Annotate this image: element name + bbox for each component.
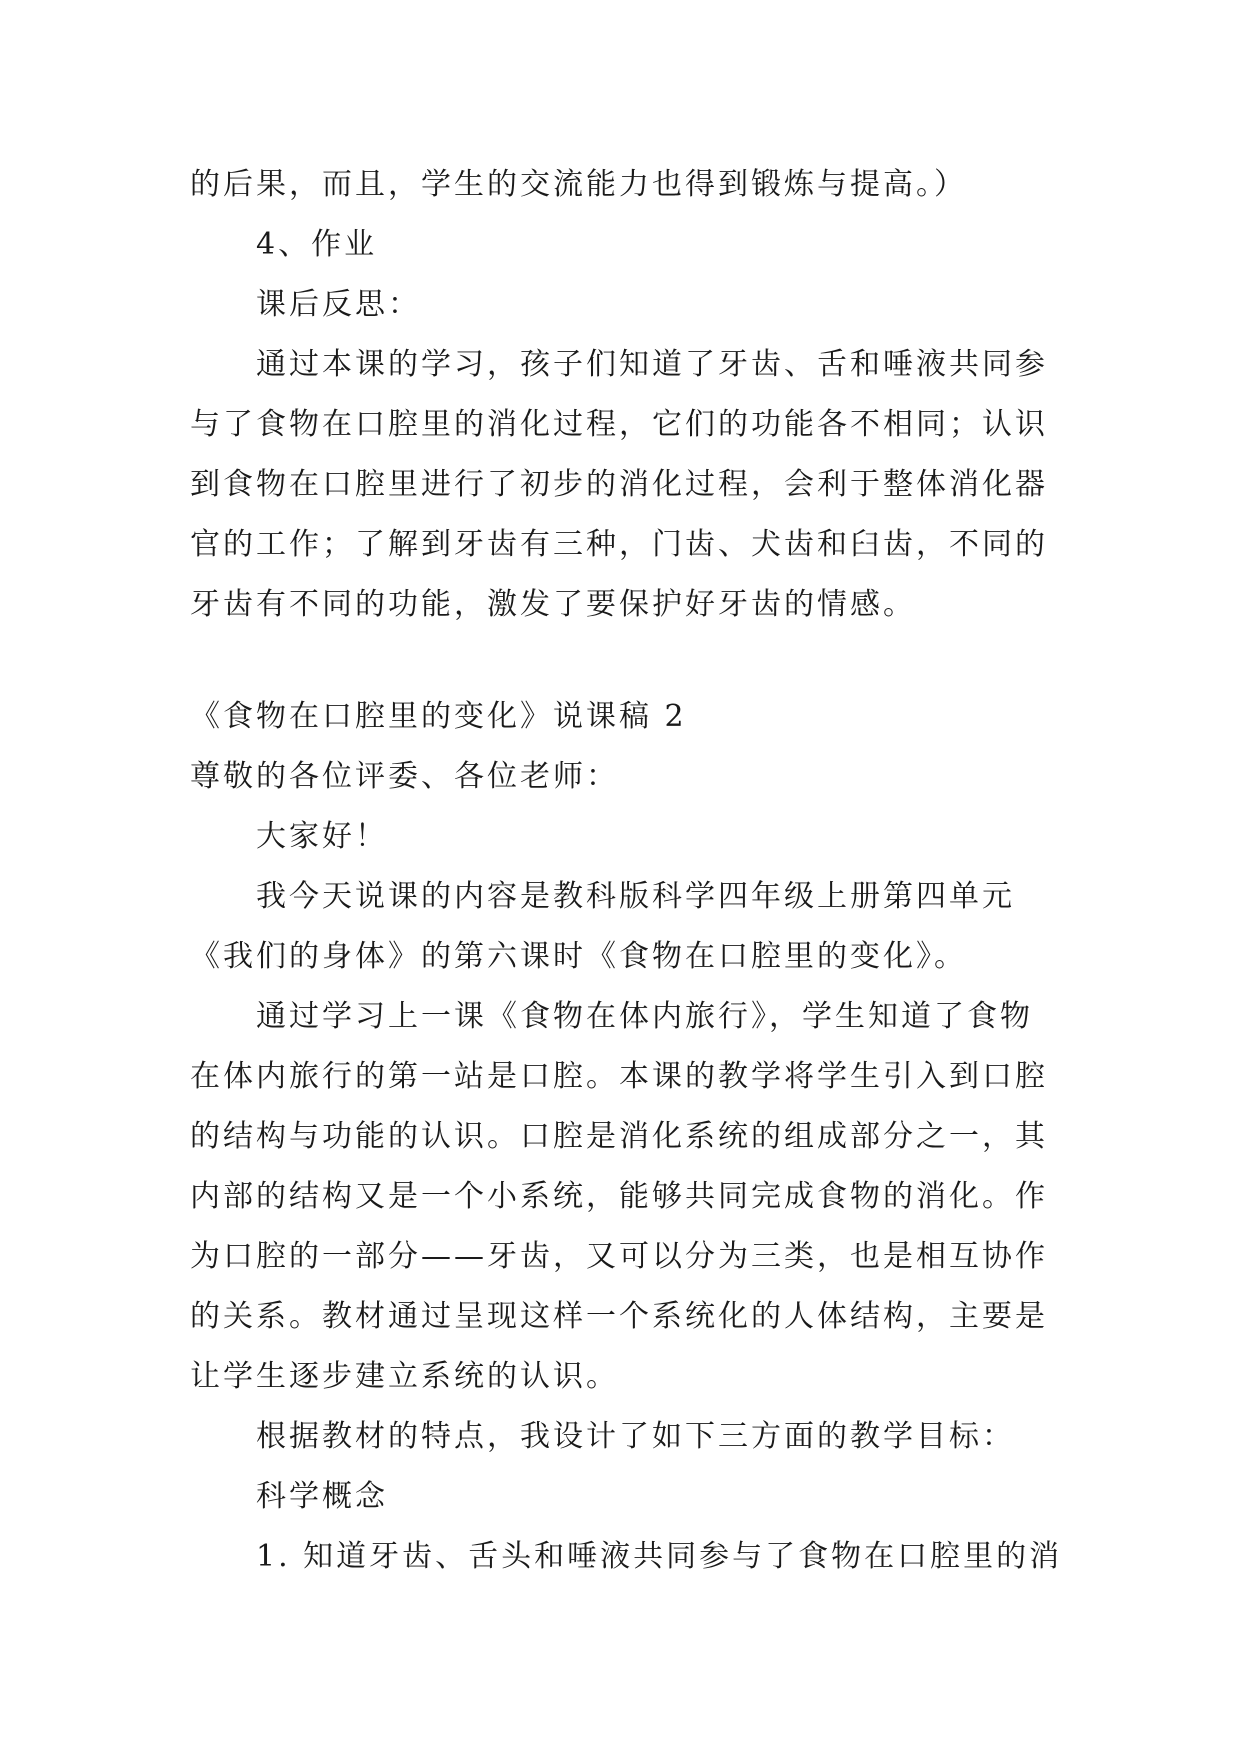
intro-line: 《我们的身体》的第六课时《食物在口腔里的变化》。 [190,939,967,974]
salutation: 尊敬的各位评委、各位老师： [190,759,619,794]
reflection-line: 官的工作；了解到牙齿有三种，门齿、犬齿和臼齿，不同的 [190,527,1048,562]
analysis-line: 通过学习上一课《食物在体内旅行》，学生知道了食物 [256,999,1033,1034]
objectives-heading: 科学概念 [256,1479,388,1514]
intro-line: 我今天说课的内容是教科版科学四年级上册第四单元 [256,879,1015,914]
reflection-line: 到食物在口腔里进行了初步的消化过程，会利于整体消化器 [190,467,1048,502]
reflection-line: 与了食物在口腔里的消化过程，它们的功能各不相同；认识 [190,407,1048,442]
homework-item: 4、作业 [256,227,378,262]
analysis-line: 的结构与功能的认识。口腔是消化系统的组成部分之一，其 [190,1119,1048,1154]
objective-item: 1. 知道牙齿、舌头和唾液共同参与了食物在口腔里的消 [256,1539,1063,1574]
analysis-line: 在体内旅行的第一站是口腔。本课的教学将学生引入到口腔 [190,1059,1048,1094]
analysis-line: 内部的结构又是一个小系统，能够共同完成食物的消化。作 [190,1179,1048,1214]
continuation-line: 的后果，而且，学生的交流能力也得到锻炼与提高。） [190,167,967,202]
analysis-line: 的关系。教材通过呈现这样一个系统化的人体结构，主要是 [190,1299,1048,1334]
document-title: 《食物在口腔里的变化》说课稿 2 [190,699,687,734]
greeting: 大家好！ [256,819,388,854]
objectives-intro: 根据教材的特点，我设计了如下三方面的教学目标： [256,1419,1015,1454]
lesson-reflection-section [190,155,1056,635]
analysis-line: 让学生逐步建立系统的认识。 [190,1359,619,1394]
analysis-line: 为口腔的一部分——牙齿，又可以分为三类，也是相互协作 [190,1239,1048,1274]
lesson-talk-section [190,687,1063,1587]
reflection-line: 牙齿有不同的功能，激发了要保护好牙齿的情感。 [190,587,916,622]
reflection-heading: 课后反思： [256,287,421,322]
reflection-line: 通过本课的学习，孩子们知道了牙齿、舌和唾液共同参 [256,347,1048,382]
